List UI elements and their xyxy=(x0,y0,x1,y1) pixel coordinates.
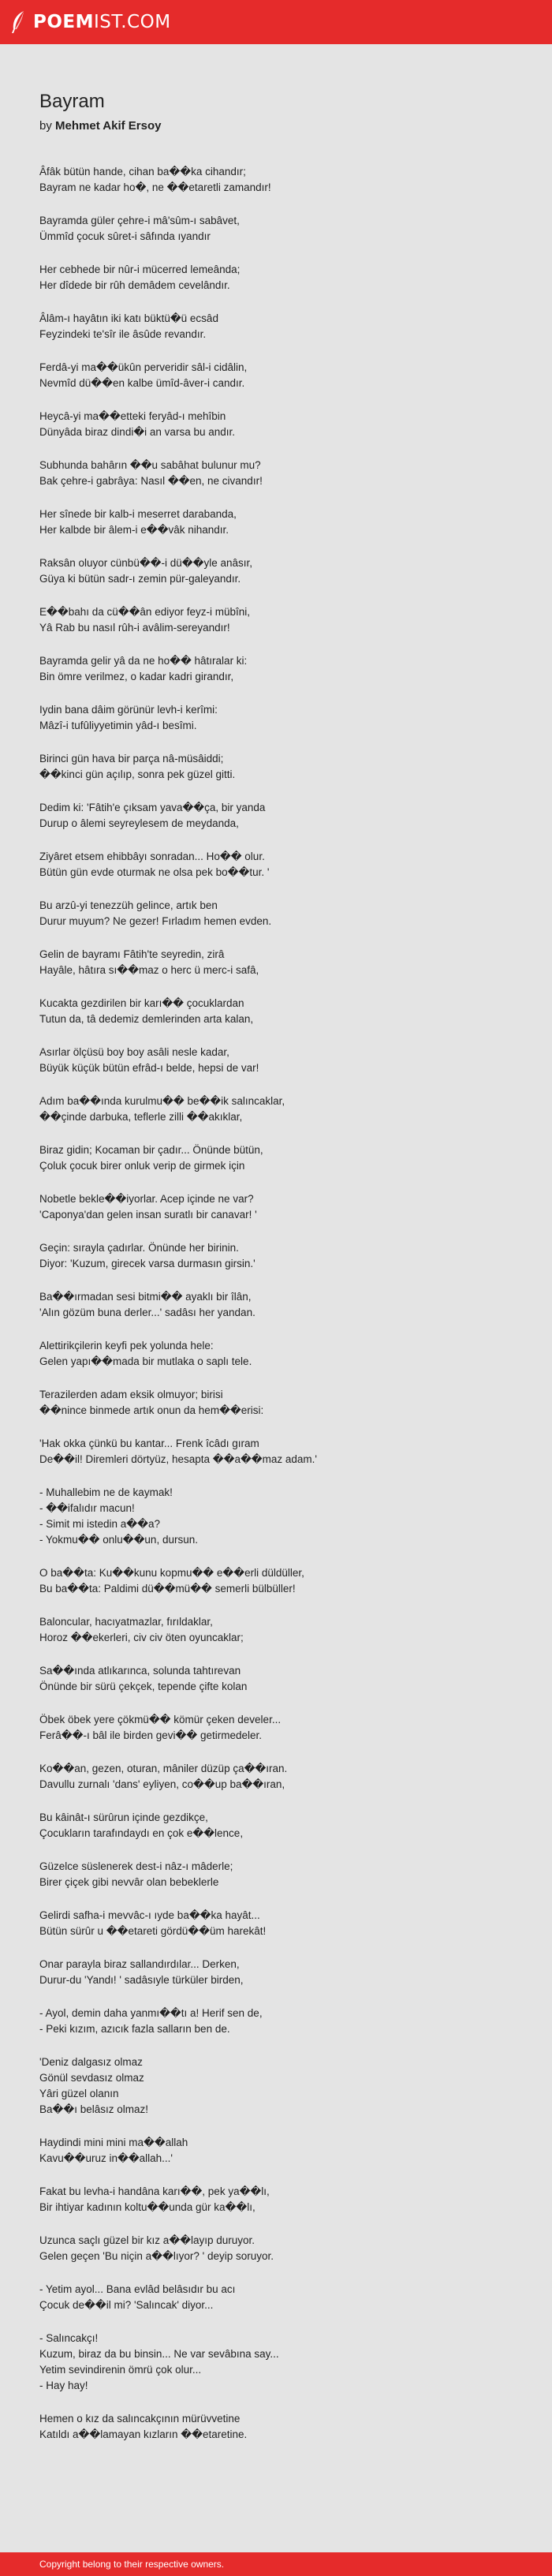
poem-stanza xyxy=(39,1387,528,1419)
site-logo[interactable] xyxy=(9,0,171,44)
poem-stanza xyxy=(39,360,528,391)
poem-line: - ��ifalıdır macun! xyxy=(39,1502,135,1514)
poem-line: - Yokmu�� onlu��un, dursun. xyxy=(39,1534,198,1546)
poem-stanza xyxy=(39,604,528,636)
poem-line: Subhunda bahârın ��u sabâhat bulunur mu? xyxy=(39,459,261,471)
poem-line: Her kalbde bir âlem-i e��vâk nihandır. xyxy=(39,524,229,536)
poem-line: 'Caponya'dan gelen insan suratlı bir canavar! ' xyxy=(39,1209,257,1221)
poem-stanza xyxy=(39,458,528,489)
poem-line: Geçin: sırayla çadırlar. Önünde her birinin. xyxy=(39,1242,239,1254)
poem-line: Kavu��uruz in��allah...' xyxy=(39,2152,173,2164)
poem-stanza xyxy=(39,1859,528,1890)
poem-stanza xyxy=(39,1191,528,1223)
poem-stanza xyxy=(39,2184,528,2215)
poem-stanza xyxy=(39,1338,528,1370)
byline-prefix: by xyxy=(39,119,52,133)
poem-line: Öbek öbek yere çökmü�� kömür çeken develer... xyxy=(39,1714,282,1725)
poem-line: Raksân oluyor cünbü��-i dü��yle anâsır, xyxy=(39,557,252,569)
poem-line: Gelirdi safha-i mevvâc-ı ıyde ba��ka hayât... xyxy=(39,1909,260,1921)
poem-line: Bak çehre-i gabrâya: Nasıl ��en, ne civandır! xyxy=(39,475,263,487)
site-header xyxy=(0,0,552,44)
poem-stanza xyxy=(39,2006,528,2037)
poem-line: Birer çiçek gibi nevvâr olan bebeklerle xyxy=(39,1876,219,1888)
poem-line: Durup o âlemi seyreylesem de meydanda, xyxy=(39,817,239,829)
poem-stanza xyxy=(39,507,528,538)
poem-line: Çocukların tarafındaydı en çok e��lence, xyxy=(39,1827,244,1839)
poem-line: Güzelce süslenerek dest-i nâz-ı mâderle; xyxy=(39,1860,233,1872)
poem-line: Durur-du 'Yandı! ' sadâsıyle türküler birden, xyxy=(39,1974,244,1986)
poem-stanza xyxy=(39,2282,528,2313)
poem-content xyxy=(39,91,528,2460)
poem-stanza xyxy=(39,1761,528,1793)
author-link[interactable]: Mehmet Akif Ersoy xyxy=(55,119,162,133)
poem-line: Gelen yapı��mada bir mutlaka o saplı tele. xyxy=(39,1355,252,1367)
poem-line: - Muhallebim ne de kaymak! xyxy=(39,1486,173,1498)
poem-line: Yetim sevindirenin ömrü çok olur... xyxy=(39,2364,202,2376)
poem-line: Her cebhede bir nûr-i mücerred lemeânda; xyxy=(39,264,241,275)
poem-line: Bir ihtiyar kadının koltu��unda gür ka��lı, xyxy=(39,2201,255,2213)
poem-line: Adım ba��ında kurulmu�� be��ik salıncaklar, xyxy=(39,1095,285,1107)
poem-stanza xyxy=(39,1810,528,1841)
poem-line: Nobetle bekle��iyorlar. Acep içinde ne var? xyxy=(39,1193,254,1205)
poem-line: O ba��ta: Ku��kunu kopmu�� e��erli düldüller, xyxy=(39,1567,304,1579)
poem-line: Önünde bir sürü çekçek, tepende çifte kolan xyxy=(39,1681,248,1692)
poem-line: Gönül sevdasız olmaz xyxy=(39,2072,144,2084)
poem-stanza xyxy=(39,262,528,293)
poem-line: Güya ki bütün sadr-ı zemin pür-galeyandır. xyxy=(39,573,241,585)
poem-line: Katıldı a��lamayan kızların ��etaretine. xyxy=(39,2428,248,2440)
poem-line: ��nince binmede artık onun da hem��erisi: xyxy=(39,1404,264,1416)
poem-stanza xyxy=(39,1565,528,1597)
poem-line: Yâri güzel olanın xyxy=(39,2088,119,2099)
poem-line: Bayramda güler çehre-i mâ'sûm-ı sabâvet, xyxy=(39,215,240,226)
poem-line: Bu arzû-yi tenezzüh gelince, artık ben xyxy=(39,899,218,911)
poem-stanza xyxy=(39,311,528,342)
poem-line: ��kinci gün açılıp, sonra pek güzel gitti. xyxy=(39,768,236,780)
poem-body xyxy=(39,164,528,2443)
poem-line: - Salıncakçı! xyxy=(39,2332,99,2344)
poem-stanza xyxy=(39,2331,528,2394)
poem-line: - Yetim ayol... Bana evlâd belâsıdır bu acı xyxy=(39,2283,236,2295)
poem-stanza xyxy=(39,1094,528,1125)
poem-stanza xyxy=(39,2135,528,2167)
poem-line: Kucakta gezdirilen bir karı�� çocuklardan xyxy=(39,997,244,1009)
poem-stanza xyxy=(39,1712,528,1744)
poem-stanza xyxy=(39,1045,528,1076)
poem-stanza xyxy=(39,1908,528,1939)
poem-line: 'Hak okka çünkü bu kantar... Frenk îcâdı gıram xyxy=(39,1438,259,1449)
site-footer xyxy=(0,2552,552,2576)
poem-line: Bin ömre verilmez, o kadar kadri girandır, xyxy=(39,671,234,682)
poem-line: Büyük küçük bütün efrâd-ı belde, hepsi de var! xyxy=(39,1062,259,1074)
poem-line: Her sînede bir kalb-i meserret darabanda, xyxy=(39,508,237,520)
poem-stanza xyxy=(39,555,528,587)
poem-line: Onar parayla biraz sallandırdılar... Derken, xyxy=(39,1958,240,1970)
poem-stanza xyxy=(39,898,528,929)
poem-line: Feyzindeki te'sîr ile âsûde revandır. xyxy=(39,328,207,340)
poem-stanza xyxy=(39,1614,528,1646)
poem-line: Bu kâinât-ı sürûrun içinde gezdikçe, xyxy=(39,1811,208,1823)
poem-line: Yâ Rab bu nasıl rûh-i avâlim-sereyandır! xyxy=(39,622,230,634)
poem-stanza xyxy=(39,2054,528,2118)
poem-stanza xyxy=(39,213,528,245)
poem-stanza xyxy=(39,409,528,440)
poem-line: Sa��ında atlıkarınca, solunda tahtırevan xyxy=(39,1665,241,1677)
poem-line: 'Alın gözüm buna derler...' sadâsı her yandan. xyxy=(39,1307,255,1318)
poem-stanza xyxy=(39,751,528,783)
poem-stanza xyxy=(39,164,528,196)
poem-line: Ba��ı belâsız olmaz! xyxy=(39,2103,148,2115)
poem-stanza xyxy=(39,702,528,734)
poem-line: Terazilerden adam eksik olmuyor; birisi xyxy=(39,1389,223,1400)
poem-line: Nevmîd dü��en kalbe ümîd-âver-i candır. xyxy=(39,377,245,389)
poem-line: Çocuk de��il mi? 'Salıncak' diyor... xyxy=(39,2299,214,2311)
poem-line: Âlâm-ı hayâtın iki katı büktü�ü ecsâd xyxy=(39,312,218,324)
poem-stanza xyxy=(39,2233,528,2264)
poem-byline xyxy=(39,119,528,133)
poem-stanza xyxy=(39,653,528,685)
poem-line: Alettirikçilerin keyfi pek yolunda hele: xyxy=(39,1340,214,1352)
poem-line: Uzunca saçlı güzel bir kız a��layıp duruyor. xyxy=(39,2234,255,2246)
poem-line: Hayâle, hâtıra sı��maz o herc ü merc-i safâ, xyxy=(39,964,259,976)
poem-line: Ziyâret etsem ehibbâyı sonradan... Ho�� olur. xyxy=(39,851,265,862)
poem-line: Haydindi mini mini ma��allah xyxy=(39,2137,188,2148)
poem-line: Gelin de bayramı Fâtih'te seyredin, zirâ xyxy=(39,948,225,960)
poem-line: - Hay hay! xyxy=(39,2380,88,2391)
poem-line: Ba��ırmadan sesi bitmi�� ayaklı bir îlân, xyxy=(39,1291,252,1303)
poem-line: Mâzî-i tufûliyyetimin yâd-ı besîmi. xyxy=(39,720,197,731)
poem-stanza xyxy=(39,1485,528,1548)
poem-stanza xyxy=(39,1289,528,1321)
poem-line: Asırlar ölçüsü boy boy asâli nesle kadar, xyxy=(39,1046,229,1058)
poem-line: Ferâ��-ı bâl ile birden gevi�� getirmedeler. xyxy=(39,1729,262,1741)
poem-stanza xyxy=(39,1436,528,1467)
poem-line: Tutun da, tâ dedemiz demlerinden arta kalan, xyxy=(39,1013,254,1025)
poem-stanza xyxy=(39,1240,528,1272)
poem-line: - Peki kızım, azıcık fazla salların ben de. xyxy=(39,2023,230,2035)
poem-stanza xyxy=(39,1957,528,1988)
poem-line: Bütün sürûr u ��etareti gördü��üm harekât! xyxy=(39,1925,267,1937)
poem-line: Heycâ-yi ma��etteki feryâd-ı mehîbin xyxy=(39,410,226,422)
poem-stanza xyxy=(39,1142,528,1174)
poem-line: Durur muyum? Ne gezer! Fırladım hemen evden. xyxy=(39,915,272,927)
poem-line: Biraz gidin; Kocaman bir çadır... Önünde bütün, xyxy=(39,1144,263,1156)
poem-line: Ferdâ-yi ma��ükûn perveridir sâl-i cidâlin, xyxy=(39,361,248,373)
poem-line: E��bahı da cü��ân ediyor feyz-i mübîni, xyxy=(39,606,250,618)
poem-stanza xyxy=(39,947,528,978)
poem-line: Ümmîd çocuk sûret-i sâfında ıyandır xyxy=(39,230,211,242)
poem-line: Gelen geçen 'Bu niçin a��lıyor? ' deyip soruyor. xyxy=(39,2250,274,2262)
poem-line: De��il! Diremleri dörtyüz, hesapta ��a��maz adam.' xyxy=(39,1453,317,1465)
poem-line: Fakat bu levha-i handâna karı��, pek ya��lı, xyxy=(39,2185,270,2197)
poem-line: Her dîdede bir rûh demâdem cevelândır. xyxy=(39,279,230,291)
poem-line: Davullu zurnalı 'dans' eyliyen, co��up ba��ıran, xyxy=(39,1778,285,1790)
poem-line: Ko��an, gezen, oturan, mâniler düzüp ça��ıran. xyxy=(39,1763,288,1774)
poem-line: Çoluk çocuk birer onluk verip de girmek için xyxy=(39,1160,245,1172)
poem-line: Dünyâda biraz dindi�i an varsa bu andır. xyxy=(39,426,235,438)
copyright-notice: Copyright belong to their respective owners. xyxy=(39,2559,225,2570)
poem-line: ��çinde darbuka, teflerle zilli ��akıklar, xyxy=(39,1111,243,1123)
poem-line: Kuzum, biraz da bu binsin... Ne var sevâbına say... xyxy=(39,2348,279,2360)
quill-icon xyxy=(9,10,27,34)
poem-line: Dedim ki: 'Fâtih'e çıksam yava��ça, bir yanda xyxy=(39,802,266,813)
poem-stanza xyxy=(39,996,528,1027)
poem-line: Birinci gün hava bir parça nâ-müsâiddi; xyxy=(39,753,224,765)
poem-stanza xyxy=(39,849,528,880)
poem-stanza xyxy=(39,1663,528,1695)
poem-line: Âfâk bütün hande, cihan ba��ka cihandır; xyxy=(39,166,246,178)
poem-line: Hemen o kız da salıncakçının mürüvvetine xyxy=(39,2413,241,2425)
poem-line: Bayram ne kadar ho�, ne ��etaretli zamandır! xyxy=(39,181,271,193)
poem-line: Horoz ��ekerleri, civ civ öten oyuncaklar; xyxy=(39,1632,244,1643)
poem-line: Bayramda gelir yâ da ne ho�� hâtıralar ki: xyxy=(39,655,248,667)
poem-stanza xyxy=(39,800,528,832)
poem-line: Bütün gün evde oturmak ne olsa pek bo��tur. ' xyxy=(39,866,270,878)
brand-name-bold: POEM xyxy=(33,12,95,32)
brand-name-light: IST.COM xyxy=(94,12,171,32)
poem-line: Bu ba��ta: Paldimi dü��mü�� semerli bülbüller! xyxy=(39,1583,296,1595)
poem-line: 'Deniz dalgasız olmaz xyxy=(39,2056,143,2068)
poem-line: - Ayol, demin daha yanmı��tı a! Herif sen de, xyxy=(39,2007,263,2019)
poem-line: - Simit mi istedin a��a? xyxy=(39,1518,160,1530)
poem-title: Bayram xyxy=(39,91,105,112)
poem-stanza xyxy=(39,2411,528,2443)
poem-line: Diyor: 'Kuzum, girecek varsa durmasın girsin.' xyxy=(39,1258,255,1269)
poem-line: Iydin bana dâim görünür levh-i kerîmi: xyxy=(39,704,218,716)
poem-line: Baloncular, hacıyatmazlar, fırıldaklar, xyxy=(39,1616,213,1628)
